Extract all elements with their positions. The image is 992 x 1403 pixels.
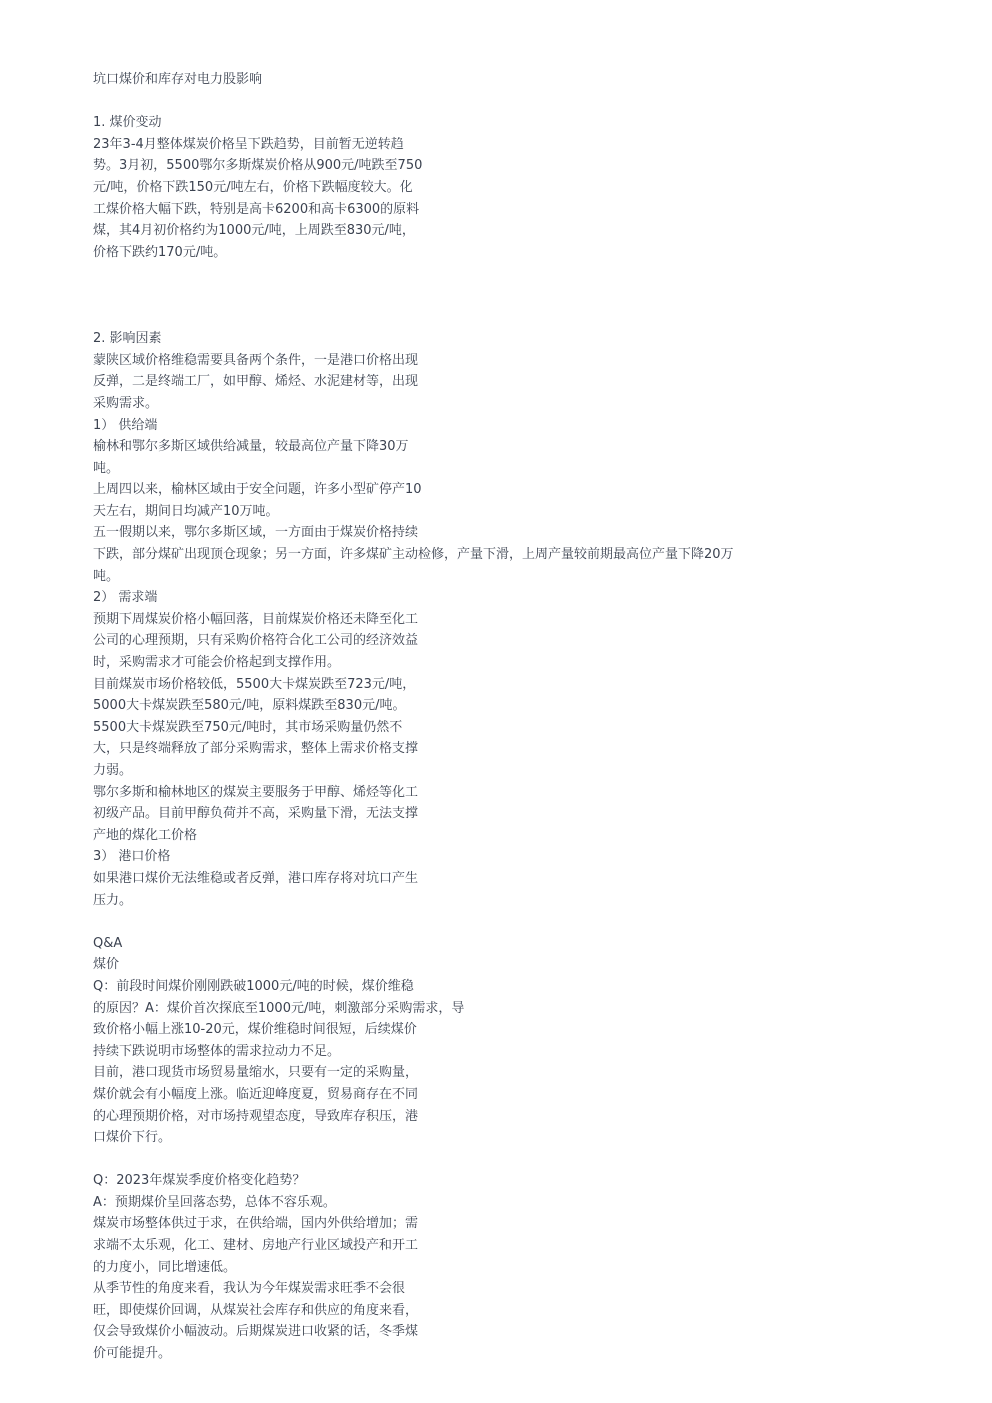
text-line: 目前煤炭市场价格较低，5500大卡煤炭跌至723元/吨， (93, 676, 416, 692)
text-line: 5500大卡煤炭跌至750元/吨时，其市场采购量仍然不 (93, 719, 403, 735)
text-line: 求端不太乐观，化工、建材、房地产行业区域投产和开工 (93, 1238, 419, 1254)
text-line: 吨。 (93, 460, 120, 476)
text-line: 如果港口煤价无法维稳或者反弹，港口库存将对坑口产生 (93, 870, 419, 886)
text-line: 1） 供给端 (93, 417, 158, 433)
text-line: 反弹，二是终端工厂，如甲醇、烯烃、水泥建材等，出现 (93, 374, 419, 390)
text-line: 采购需求。 (93, 395, 159, 411)
text-line: 元/吨，价格下跌150元/吨左右，价格下跌幅度较大。化 (93, 179, 413, 195)
text-line: 预期下周煤炭价格小幅回落，目前煤炭价格还未降至化工 (93, 611, 419, 627)
text-line: Q&A (93, 935, 123, 951)
text-line: 目前，港口现货市场贸易量缩水，只要有一定的采购量， (93, 1065, 419, 1081)
text-line: 的力度小，同比增速低。 (93, 1259, 237, 1275)
text-line: 价可能提升。 (93, 1346, 172, 1362)
text-line: 势。3月初，5500鄂尔多斯煤炭价格从900元/吨跌至750 (93, 158, 423, 174)
text-line: 口煤价下行。 (93, 1130, 172, 1146)
text-line: 煤炭市场整体供过于求，在供给端，国内外供给增加；需 (93, 1216, 419, 1232)
text-line: 公司的心理预期，只有采购价格符合化工公司的经济效益 (93, 633, 419, 649)
text-line: 初级产品。目前甲醇负荷并不高，采购量下滑，无法支撑 (93, 806, 419, 822)
blank-line (93, 285, 963, 307)
text-line: 23年3-4月整体煤炭价格呈下跌趋势，目前暂无逆转趋 (93, 136, 404, 152)
text-line: 2） 需求端 (93, 590, 158, 606)
blank-line (93, 1149, 963, 1171)
text-line: 下跌，部分煤矿出现顶仓现象；另一方面，许多煤矿主动检修，产量下滑，上周产量较前期最高位产量下降20万 (93, 547, 734, 563)
text-line: 工煤价格大幅下跌，特别是高卡6200和高卡6300的原料 (93, 201, 420, 217)
text-line: 时，采购需求才可能会价格起到支撑作用。 (93, 655, 341, 671)
text-line: 榆林和鄂尔多斯区域供给减量，较最高位产量下降30万 (93, 439, 409, 455)
text-line: Q：前段时间煤价刚刚跌破1000元/吨的时候，煤价维稳 (93, 978, 414, 994)
text-line: A：预期煤价呈回落态势，总体不容乐观。 (93, 1194, 336, 1210)
text-line: 1. 煤价变动 (93, 115, 162, 131)
text-line: Q：2023年煤炭季度价格变化趋势？ (93, 1173, 306, 1189)
text-line: 天左右，期间日均减产10万吨。 (93, 503, 279, 519)
text-line: 5000大卡煤炭跌至580元/吨，原料煤跌至830元/吨。 (93, 698, 406, 714)
document-title: 坑口煤价和库存对电力股影响 (93, 72, 263, 87)
blank-line (93, 307, 963, 329)
text-line: 蒙陕区域价格维稳需要具备两个条件，一是港口价格出现 (93, 352, 419, 368)
text-line: 产地的煤化工价格 (93, 827, 198, 843)
text-line: 3） 港口价格 (93, 849, 171, 865)
text-line: 持续下跌说明市场整体的需求拉动力不足。 (93, 1043, 341, 1059)
text-line: 上周四以来，榆林区域由于安全问题，许多小型矿停产10 (93, 482, 422, 498)
text-line: 的原因？A：煤价首次探底至1000元/吨，刺激部分采购需求，导 (93, 1000, 465, 1016)
document-body (93, 69, 963, 1365)
text-line: 大，只是终端释放了部分采购需求，整体上需求价格支撑 (93, 741, 419, 757)
text-line: 煤价就会有小幅度上涨。临近迎峰度夏，贸易商存在不同 (93, 1086, 419, 1102)
text-line: 煤，其4月初价格约为1000元/吨，上周跌至830元/吨， (93, 223, 415, 239)
text-line: 仅会导致煤价小幅波动。后期煤炭进口收紧的话，冬季煤 (93, 1324, 419, 1340)
blank-line (93, 911, 963, 933)
text-line: 从季节性的角度来看，我认为今年煤炭需求旺季不会很 (93, 1281, 406, 1297)
text-line: 鄂尔多斯和榆林地区的煤炭主要服务于甲醇、烯烃等化工 (93, 784, 419, 800)
blank-line (93, 263, 963, 285)
text-line: 力弱。 (93, 763, 133, 778)
text-line: 价格下跌约170元/吨。 (93, 244, 227, 260)
blank-line (93, 91, 963, 113)
text-line: 吨。 (93, 568, 120, 584)
text-line: 旺，即使煤价回调，从煤炭社会库存和供应的角度来看， (93, 1302, 419, 1318)
text-line: 煤价 (93, 957, 120, 973)
text-line: 致价格小幅上涨10-20元，煤价维稳时间很短，后续煤价 (93, 1022, 417, 1038)
text-line: 压力。 (93, 892, 133, 908)
text-line: 2. 影响因素 (93, 331, 162, 347)
text-line: 五一假期以来，鄂尔多斯区域，一方面由于煤炭价格持续 (93, 525, 419, 541)
text-line: 的心理预期价格，对市场持观望态度，导致库存积压，港 (93, 1108, 419, 1124)
